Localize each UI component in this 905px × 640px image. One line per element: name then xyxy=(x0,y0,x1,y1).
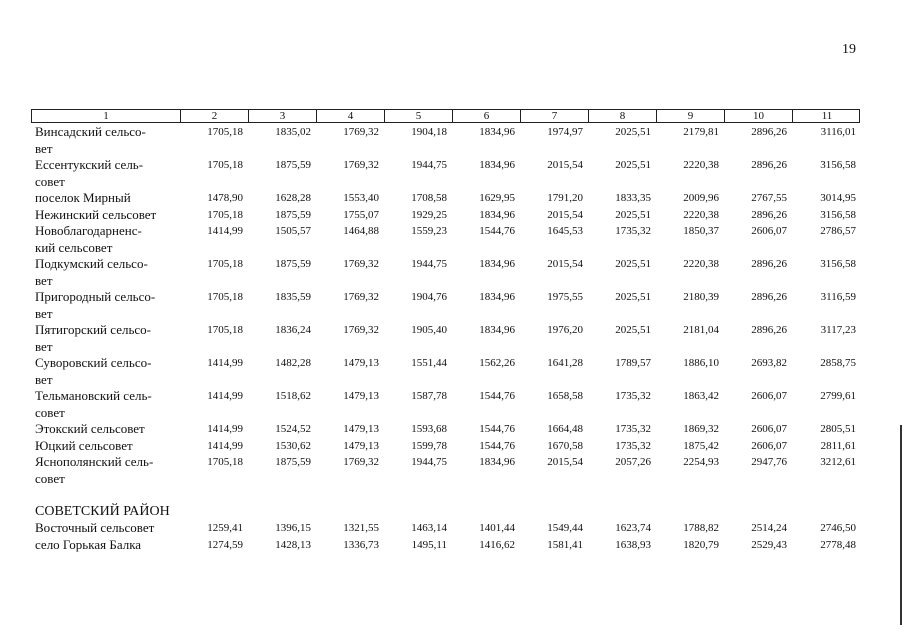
value-cell: 1478,90 xyxy=(207,192,243,204)
table-row xyxy=(31,289,860,322)
value-cell: 1820,79 xyxy=(683,538,719,551)
table-row xyxy=(31,223,860,256)
value-cell: 1769,32 xyxy=(343,324,379,336)
value-cell: 1834,96 xyxy=(479,324,515,336)
value-cell: 1705,18 xyxy=(207,159,243,171)
value-cell: 1791,20 xyxy=(547,192,583,204)
value-cell: 1904,18 xyxy=(411,126,447,138)
table-row xyxy=(31,537,860,554)
tariff-table xyxy=(31,124,860,553)
value-cell: 2858,75 xyxy=(820,357,856,369)
row-name-line: вет xyxy=(35,140,53,156)
value-cell: 1553,40 xyxy=(343,192,379,204)
value-cell: 2606,07 xyxy=(751,390,787,402)
value-cell: 1863,42 xyxy=(683,390,719,402)
value-cell: 2179,81 xyxy=(683,126,719,138)
header-cell: 3 xyxy=(248,110,316,122)
row-name-line: Яснополянский сель- xyxy=(35,454,154,469)
value-cell: 2896,26 xyxy=(751,324,787,336)
value-cell: 1875,59 xyxy=(275,456,311,468)
row-name-line: вет xyxy=(35,371,53,387)
value-cell: 1479,13 xyxy=(343,423,379,435)
value-cell: 2254,93 xyxy=(683,456,719,468)
value-cell: 2799,61 xyxy=(820,390,856,402)
row-name xyxy=(31,207,179,224)
row-name xyxy=(31,289,179,322)
table-row xyxy=(31,124,860,157)
row-name-line: Восточный сельсовет xyxy=(35,520,155,535)
row-name-line: Новоблагодарненс- xyxy=(35,223,142,238)
value-cell: 3117,23 xyxy=(820,324,856,336)
value-cell: 1549,44 xyxy=(547,522,583,534)
value-cell: 1836,24 xyxy=(275,324,311,336)
value-cell: 1976,20 xyxy=(547,324,583,336)
value-cell: 1834,96 xyxy=(479,126,515,138)
value-cell: 1929,25 xyxy=(411,208,447,221)
value-cell: 2025,51 xyxy=(615,291,651,303)
value-cell: 1664,48 xyxy=(547,423,583,435)
value-cell: 2693,82 xyxy=(751,357,787,369)
value-cell: 1629,95 xyxy=(479,192,515,204)
value-cell: 1869,32 xyxy=(683,423,719,435)
value-cell: 1336,73 xyxy=(343,538,379,551)
row-name xyxy=(31,256,179,289)
table-row xyxy=(31,438,860,455)
value-cell: 1755,07 xyxy=(343,208,379,221)
value-cell: 3212,61 xyxy=(820,456,856,468)
header-cell: 6 xyxy=(452,110,520,122)
value-cell: 1944,75 xyxy=(411,159,447,171)
value-cell: 1581,41 xyxy=(547,538,583,551)
value-cell: 1833,35 xyxy=(615,192,651,204)
row-name xyxy=(31,537,179,554)
value-cell: 1559,23 xyxy=(411,225,447,237)
value-cell: 3014,95 xyxy=(820,192,856,204)
value-cell: 1735,32 xyxy=(615,225,651,237)
header-cell: 1 xyxy=(103,110,109,122)
value-cell: 2025,51 xyxy=(615,324,651,336)
value-cell: 2529,43 xyxy=(751,538,787,551)
value-cell: 1834,96 xyxy=(479,291,515,303)
value-cell: 1641,28 xyxy=(547,357,583,369)
value-cell: 2947,76 xyxy=(751,456,787,468)
table-row xyxy=(31,157,860,190)
value-cell: 2025,51 xyxy=(615,208,651,221)
row-name xyxy=(31,388,179,421)
value-cell: 2778,48 xyxy=(820,538,856,551)
value-cell: 2015,54 xyxy=(547,456,583,468)
row-name xyxy=(31,322,179,355)
value-cell: 1705,18 xyxy=(207,324,243,336)
value-cell: 1834,96 xyxy=(479,258,515,270)
value-cell: 2811,61 xyxy=(820,439,856,452)
value-cell: 1599,78 xyxy=(411,439,447,452)
value-cell: 1834,96 xyxy=(479,208,515,221)
value-cell: 1769,32 xyxy=(343,456,379,468)
value-cell: 1658,58 xyxy=(547,390,583,402)
value-cell: 1259,41 xyxy=(207,522,243,534)
value-cell: 1735,32 xyxy=(615,423,651,435)
value-cell: 1875,59 xyxy=(275,208,311,221)
header-cell: 5 xyxy=(384,110,452,122)
value-cell: 1544,76 xyxy=(479,225,515,237)
value-cell: 2025,51 xyxy=(615,258,651,270)
page-number: 19 xyxy=(842,42,856,57)
value-cell: 1518,62 xyxy=(275,390,311,402)
value-cell: 1834,96 xyxy=(479,456,515,468)
table-row xyxy=(31,355,860,388)
value-cell: 1479,13 xyxy=(343,390,379,402)
value-cell: 1544,76 xyxy=(479,390,515,402)
row-name-line: Подкумский сельсо- xyxy=(35,256,148,271)
value-cell: 1705,18 xyxy=(207,258,243,270)
value-cell: 1414,99 xyxy=(207,439,243,452)
header-cell: 4 xyxy=(316,110,384,122)
table-row xyxy=(31,190,860,207)
value-cell: 2057,26 xyxy=(615,456,651,468)
value-cell: 1834,96 xyxy=(479,159,515,171)
row-name-line: Суворовский сельсо- xyxy=(35,355,152,370)
value-cell: 1769,32 xyxy=(343,159,379,171)
value-cell: 2009,96 xyxy=(683,192,719,204)
value-cell: 1875,59 xyxy=(275,159,311,171)
value-cell: 1479,13 xyxy=(343,439,379,452)
value-cell: 1769,32 xyxy=(343,258,379,270)
value-cell: 1835,59 xyxy=(275,291,311,303)
value-cell: 1788,82 xyxy=(683,522,719,534)
scan-edge-line xyxy=(900,425,902,625)
value-cell: 2220,38 xyxy=(683,159,719,171)
value-cell: 2805,51 xyxy=(820,423,856,435)
section-title: СОВЕТСКИЙ РАЙОН xyxy=(35,504,170,519)
value-cell: 1705,18 xyxy=(207,126,243,138)
value-cell: 1524,52 xyxy=(275,423,311,435)
value-cell: 2896,26 xyxy=(751,159,787,171)
value-cell: 1944,75 xyxy=(411,258,447,270)
table-row xyxy=(31,454,860,487)
value-cell: 1562,26 xyxy=(479,357,515,369)
value-cell: 1428,13 xyxy=(275,538,311,551)
row-name-line: Пятигорский сельсо- xyxy=(35,322,151,337)
row-name-line: совет xyxy=(35,470,65,486)
header-cell: 11 xyxy=(792,110,861,122)
value-cell: 1623,74 xyxy=(615,522,651,534)
value-cell: 1735,32 xyxy=(615,390,651,402)
value-cell: 1875,42 xyxy=(683,439,719,452)
table-row xyxy=(31,520,860,537)
row-name-line: Пригородный сельсо- xyxy=(35,289,156,304)
value-cell: 3116,59 xyxy=(820,291,856,303)
value-cell: 1905,40 xyxy=(411,324,447,336)
row-name-line: вет xyxy=(35,272,53,288)
table-row xyxy=(31,388,860,421)
row-name xyxy=(31,190,179,207)
row-name xyxy=(31,157,179,190)
value-cell: 1479,13 xyxy=(343,357,379,369)
value-cell: 2786,57 xyxy=(820,225,856,237)
value-cell: 1850,37 xyxy=(683,225,719,237)
value-cell: 1835,02 xyxy=(275,126,311,138)
value-cell: 1414,99 xyxy=(207,357,243,369)
section-spacer xyxy=(31,487,860,504)
value-cell: 1401,44 xyxy=(479,522,515,534)
value-cell: 2220,38 xyxy=(683,208,719,221)
row-name-line: Винсадский сельсо- xyxy=(35,124,146,139)
header-cell: 8 xyxy=(588,110,656,122)
row-name xyxy=(31,355,179,388)
header-cell: 2 xyxy=(180,110,248,122)
row-name-line: Этокский сельсовет xyxy=(35,421,145,436)
value-cell: 1645,53 xyxy=(547,225,583,237)
value-cell: 1544,76 xyxy=(479,439,515,452)
row-name-line: совет xyxy=(35,173,65,189)
value-cell: 2514,24 xyxy=(751,522,787,534)
row-name xyxy=(31,223,179,256)
row-name-line: Тельмановский сель- xyxy=(35,388,152,403)
value-cell: 1705,18 xyxy=(207,291,243,303)
value-cell: 2606,07 xyxy=(751,439,787,452)
row-name-line: село Горькая Балка xyxy=(35,536,142,552)
row-name-line: вет xyxy=(35,338,53,354)
value-cell: 1544,76 xyxy=(479,423,515,435)
value-cell: 1274,59 xyxy=(207,538,243,551)
row-name-line: Нежинский сельсовет xyxy=(35,206,157,222)
value-cell: 1593,68 xyxy=(411,423,447,435)
value-cell: 1530,62 xyxy=(275,439,311,452)
value-cell: 1587,78 xyxy=(411,390,447,402)
table-body-part1 xyxy=(31,124,860,487)
value-cell: 1789,57 xyxy=(615,357,651,369)
value-cell: 1875,59 xyxy=(275,258,311,270)
row-name-line: поселок Мирный xyxy=(35,190,131,205)
value-cell: 2767,55 xyxy=(751,192,787,204)
table-row xyxy=(31,421,860,438)
row-name-line: вет xyxy=(35,305,53,321)
value-cell: 3156,58 xyxy=(820,258,856,270)
value-cell: 2025,51 xyxy=(615,126,651,138)
value-cell: 1396,15 xyxy=(275,522,311,534)
value-cell: 1551,44 xyxy=(411,357,447,369)
value-cell: 2180,39 xyxy=(683,291,719,303)
row-name-line: совет xyxy=(35,404,65,420)
value-cell: 1482,28 xyxy=(275,357,311,369)
value-cell: 1628,28 xyxy=(275,192,311,204)
table-row xyxy=(31,207,860,224)
value-cell: 1464,88 xyxy=(343,225,379,237)
value-cell: 1705,18 xyxy=(207,456,243,468)
value-cell: 2015,54 xyxy=(547,258,583,270)
header-cell: 7 xyxy=(520,110,588,122)
value-cell: 3156,58 xyxy=(820,159,856,171)
value-cell: 1974,97 xyxy=(547,126,583,138)
value-cell: 1638,93 xyxy=(615,538,651,551)
value-cell: 1321,55 xyxy=(343,522,379,534)
value-cell: 1886,10 xyxy=(683,357,719,369)
row-name xyxy=(31,454,179,487)
value-cell: 1708,58 xyxy=(411,192,447,204)
value-cell: 2896,26 xyxy=(751,208,787,221)
row-name xyxy=(31,421,179,438)
header-cell: 10 xyxy=(724,110,792,122)
value-cell: 1705,18 xyxy=(207,208,243,221)
value-cell: 2025,51 xyxy=(615,159,651,171)
value-cell: 1670,58 xyxy=(547,439,583,452)
value-cell: 1944,75 xyxy=(411,456,447,468)
value-cell: 2896,26 xyxy=(751,126,787,138)
value-cell: 2181,04 xyxy=(683,324,719,336)
value-cell: 3116,01 xyxy=(820,126,856,138)
value-cell: 1416,62 xyxy=(479,538,515,551)
value-cell: 2606,07 xyxy=(751,225,787,237)
value-cell: 1769,32 xyxy=(343,291,379,303)
row-name-line: Ессентукский сель- xyxy=(35,157,144,172)
value-cell: 2015,54 xyxy=(547,159,583,171)
value-cell: 3156,58 xyxy=(820,208,856,221)
value-cell: 2606,07 xyxy=(751,423,787,435)
row-name xyxy=(31,438,179,455)
value-cell: 1414,99 xyxy=(207,390,243,402)
row-name xyxy=(31,520,179,537)
value-cell: 1735,32 xyxy=(615,439,651,452)
value-cell: 1769,32 xyxy=(343,126,379,138)
value-cell: 2896,26 xyxy=(751,291,787,303)
header-cell: 9 xyxy=(656,110,724,122)
row-name xyxy=(31,124,179,157)
value-cell: 1904,76 xyxy=(411,291,447,303)
table-row xyxy=(31,256,860,289)
value-cell: 1414,99 xyxy=(207,225,243,237)
value-cell: 1463,14 xyxy=(411,522,447,534)
table-row xyxy=(31,322,860,355)
value-cell: 1505,57 xyxy=(275,225,311,237)
value-cell: 1414,99 xyxy=(207,423,243,435)
row-name-line: кий сельсовет xyxy=(35,239,113,255)
table-body-part2 xyxy=(31,520,860,553)
value-cell: 1975,55 xyxy=(547,291,583,303)
value-cell: 2015,54 xyxy=(547,208,583,221)
value-cell: 2896,26 xyxy=(751,258,787,270)
value-cell: 2220,38 xyxy=(683,258,719,270)
row-name-line: Юцкий сельсовет xyxy=(35,437,133,453)
table-header xyxy=(31,109,860,123)
value-cell: 2746,50 xyxy=(820,522,856,534)
value-cell: 1495,11 xyxy=(411,538,447,551)
